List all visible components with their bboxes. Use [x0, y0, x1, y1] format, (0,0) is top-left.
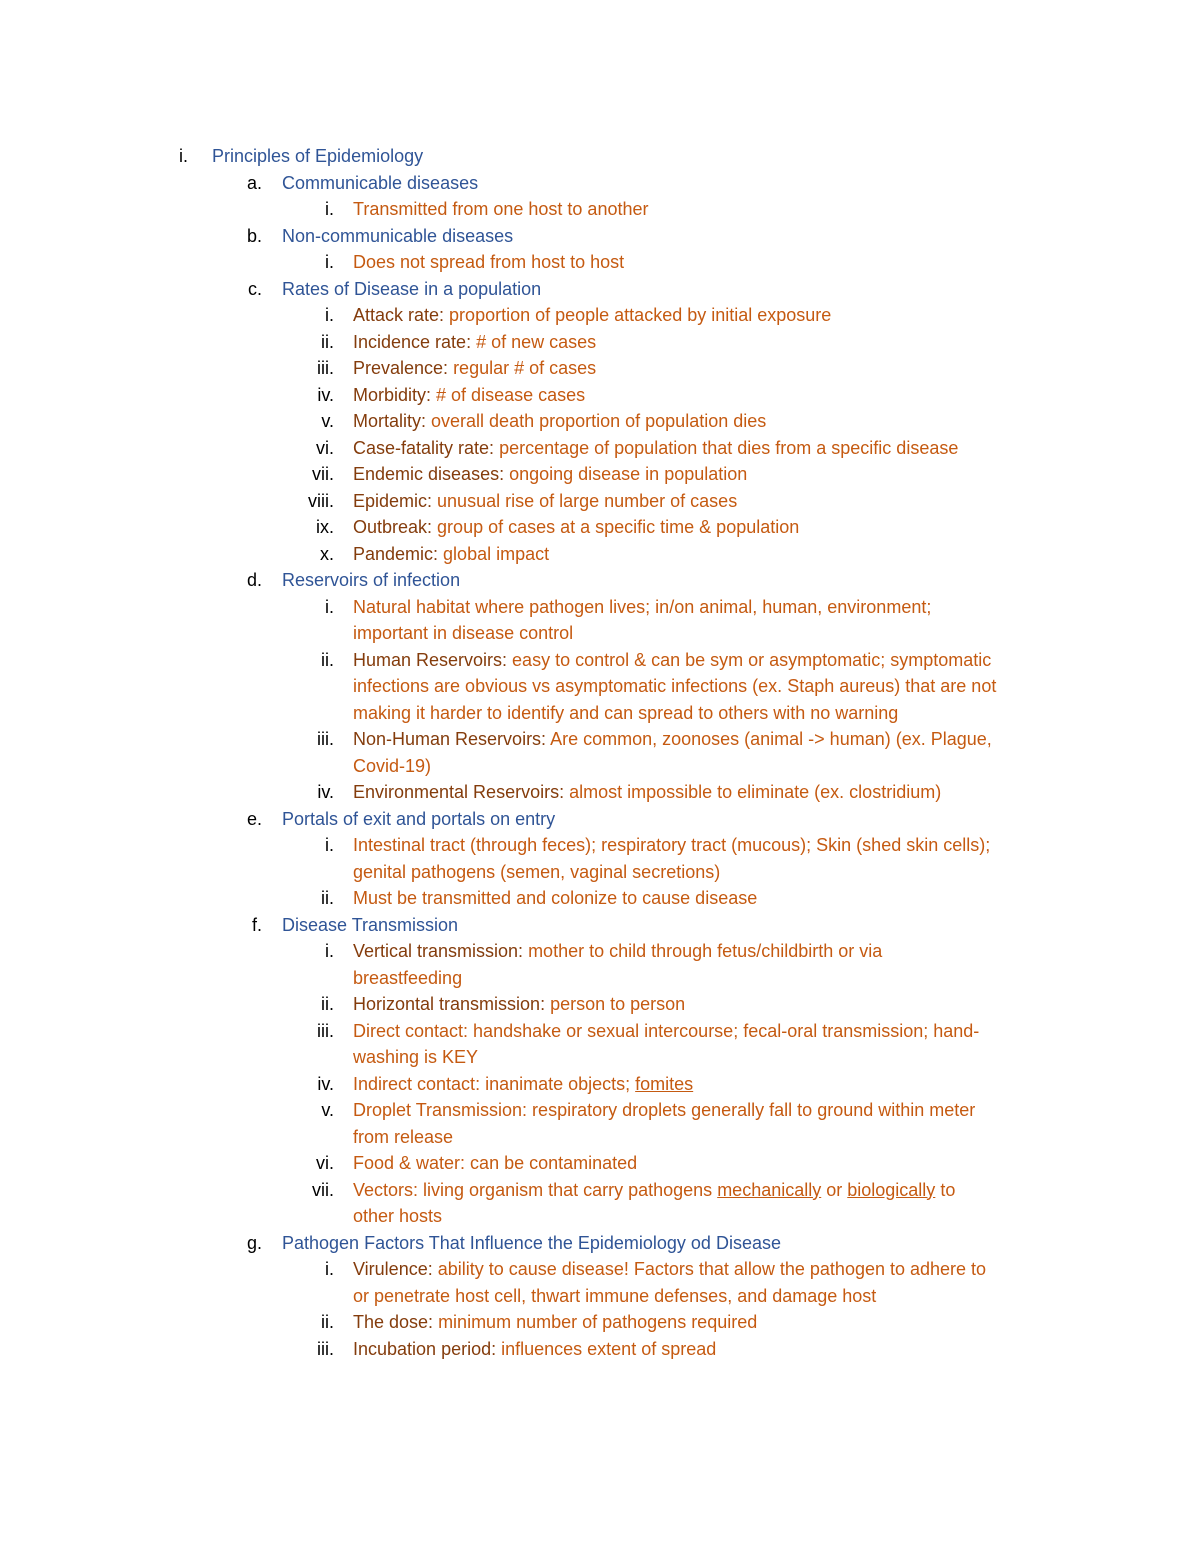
outline-line — [0, 461, 1200, 488]
outline-line — [0, 1336, 1200, 1363]
text-segment: Communicable diseases — [282, 172, 479, 193]
list-marker: i. — [179, 146, 188, 166]
outline-line — [0, 170, 1200, 197]
outline-text — [353, 1309, 757, 1336]
term-label: Endemic diseases: — [353, 464, 505, 484]
outline-line — [0, 1256, 1200, 1283]
text-segment: person to person — [545, 994, 686, 1014]
outline-line — [0, 567, 1200, 594]
list-marker: i. — [325, 199, 334, 219]
outline-line — [0, 779, 1200, 806]
outline-line — [0, 1124, 1200, 1151]
list-marker: c. — [247, 278, 262, 299]
outline-text — [353, 196, 648, 223]
outline-text — [353, 965, 462, 992]
text-segment: minimum number of pathogens required — [433, 1312, 758, 1332]
outline-text — [353, 249, 624, 276]
outline-line — [0, 938, 1200, 965]
outline-line — [0, 1097, 1200, 1124]
outline-document — [0, 143, 1200, 1362]
text-segment: percentage of population that dies from a specific disease — [494, 437, 959, 458]
text-segment: proportion of people attacked by initial exposure — [444, 305, 832, 325]
list-marker: vii. — [312, 464, 334, 484]
list-marker: vi. — [316, 437, 334, 458]
list-marker: iii. — [317, 358, 334, 378]
text-segment: almost impossible to eliminate (ex. clostridium) — [564, 782, 942, 802]
outline-text — [353, 1018, 979, 1045]
text-segment: infections are obvious vs asymptomatic infections (ex. Staph aureus) that are not — [353, 676, 997, 696]
outline-line — [0, 912, 1200, 939]
term-label: Epidemic: — [353, 490, 433, 511]
list-marker: ii. — [321, 331, 334, 352]
outline-text — [353, 1124, 453, 1151]
outline-line — [0, 1230, 1200, 1257]
outline-text — [353, 488, 737, 515]
outline-text — [353, 1203, 442, 1230]
text-segment: Are common, zoonoses (animal -> human) (ex. Plague, — [546, 729, 992, 749]
text-segment: important in disease control — [353, 623, 574, 643]
term-label: Incubation period: — [353, 1338, 497, 1359]
list-marker: iv. — [317, 1073, 334, 1094]
outline-text — [353, 382, 585, 409]
outline-text — [353, 1044, 478, 1071]
list-marker: iii. — [317, 1338, 334, 1359]
list-marker: iii. — [317, 1020, 334, 1041]
outline-text — [282, 806, 555, 833]
outline-text — [353, 1071, 693, 1098]
outline-text — [353, 408, 766, 435]
list-marker: ii. — [321, 888, 334, 908]
outline-text — [353, 859, 720, 886]
term-label: Environmental Reservoirs: — [353, 782, 565, 802]
text-segment: Reservoirs of infection — [282, 570, 461, 590]
list-marker: iv. — [317, 782, 334, 802]
outline-line — [0, 276, 1200, 303]
outline-text — [282, 567, 460, 594]
list-marker: i. — [325, 252, 334, 272]
outline-text — [353, 1336, 716, 1363]
list-marker: v. — [321, 411, 334, 431]
term-label: Human Reservoirs: — [353, 649, 508, 670]
outline-line — [0, 514, 1200, 541]
outline-line — [0, 488, 1200, 515]
outline-line — [0, 647, 1200, 674]
term-label: Prevalence: — [353, 358, 449, 378]
outline-line — [0, 700, 1200, 727]
text-segment: Covid-19) — [353, 755, 432, 776]
list-marker: ix. — [316, 517, 334, 537]
outline-line — [0, 249, 1200, 276]
outline-text — [353, 541, 549, 568]
outline-line — [0, 1203, 1200, 1230]
list-marker: ii. — [321, 1312, 334, 1332]
outline-text — [353, 726, 992, 753]
text-segment: Disease Transmission — [282, 914, 459, 935]
outline-line — [0, 1150, 1200, 1177]
text-segment: Transmitted from one host to another — [353, 199, 649, 219]
list-marker: i. — [325, 305, 334, 325]
list-marker: x. — [319, 543, 334, 564]
outline-text — [282, 223, 513, 250]
list-marker: g. — [246, 1232, 262, 1253]
outline-line — [0, 726, 1200, 753]
text-segment: or penetrate host cell, thwart immune defenses, and damage host — [353, 1285, 877, 1306]
text-segment: unusual rise of large number of cases — [432, 490, 738, 511]
text-segment: influences extent of spread — [496, 1338, 717, 1359]
outline-text — [353, 700, 898, 727]
term-label: The dose: — [353, 1312, 434, 1332]
outline-text — [353, 355, 596, 382]
outline-text — [353, 1256, 986, 1283]
outline-text — [353, 1177, 955, 1204]
term-label: Non-Human Reservoirs: — [353, 729, 547, 749]
text-segment: Must be transmitted and colonize to cause disease — [353, 888, 758, 908]
outline-text — [353, 435, 958, 462]
term-label: Attack rate: — [353, 305, 445, 325]
outline-text — [212, 143, 423, 170]
list-marker: ii. — [321, 649, 334, 670]
outline-line — [0, 143, 1200, 170]
text-segment: Indirect contact: inanimate objects; — [353, 1073, 636, 1094]
text-segment: Does not spread from host to host — [353, 252, 625, 272]
outline-text — [353, 594, 931, 621]
list-marker: f. — [251, 914, 262, 935]
outline-text — [353, 647, 991, 674]
text-segment: group of cases at a specific time & population — [432, 517, 800, 537]
outline-text — [353, 673, 996, 700]
text-segment: Natural habitat where pathogen lives; in/on animal, human, environment; — [353, 596, 932, 617]
text-segment: making it harder to identify and can spread to others with no warning — [353, 702, 899, 723]
outline-text — [282, 170, 478, 197]
outline-text — [282, 912, 458, 939]
outline-line — [0, 382, 1200, 409]
text-segment: Food & water: can be contaminated — [353, 1153, 638, 1173]
outline-line — [0, 302, 1200, 329]
underlined-term: fomites — [635, 1073, 694, 1094]
term-label: Horizontal transmission: — [353, 994, 546, 1014]
underlined-term: mechanically — [717, 1179, 822, 1200]
outline-line — [0, 355, 1200, 382]
text-segment: Droplet Transmission: respiratory droplets generally fall to ground within meter — [353, 1100, 976, 1120]
list-marker: iv. — [317, 384, 334, 405]
list-marker: a. — [246, 172, 262, 193]
text-segment: global impact — [438, 543, 550, 564]
outline-line — [0, 859, 1200, 886]
text-segment: Intestinal tract (through feces); respiratory tract (mucous); Skin (shed skin cells); — [353, 835, 991, 855]
outline-text — [353, 885, 757, 912]
outline-line — [0, 991, 1200, 1018]
outline-line — [0, 673, 1200, 700]
outline-text — [353, 1097, 975, 1124]
list-marker: vi. — [316, 1153, 334, 1173]
outline-text — [353, 302, 831, 329]
outline-line — [0, 1283, 1200, 1310]
outline-text — [353, 779, 941, 806]
term-label: Case-fatality rate: — [353, 437, 495, 458]
text-segment: Direct contact: handshake or sexual intercourse; fecal-oral transmission; hand- — [353, 1020, 980, 1041]
list-marker: b. — [246, 225, 262, 246]
text-segment: other hosts — [353, 1206, 443, 1226]
list-marker: i. — [325, 596, 334, 617]
outline-text — [353, 329, 596, 356]
list-marker: d. — [246, 570, 262, 590]
text-segment: breastfeeding — [353, 967, 463, 988]
text-segment: Rates of Disease in a population — [282, 278, 542, 299]
text-segment: mother to child through fetus/childbirth or via — [523, 941, 883, 961]
outline-text — [353, 991, 685, 1018]
text-segment: from release — [353, 1126, 454, 1147]
text-segment: to — [935, 1179, 956, 1200]
outline-line — [0, 435, 1200, 462]
text-segment: easy to control & can be sym or asymptomatic; symptomatic — [507, 649, 992, 670]
outline-text — [353, 832, 990, 859]
outline-line — [0, 1018, 1200, 1045]
list-marker: v. — [321, 1100, 334, 1120]
outline-text — [353, 1283, 876, 1310]
outline-line — [0, 832, 1200, 859]
outline-text — [282, 1230, 781, 1257]
outline-line — [0, 885, 1200, 912]
outline-text — [282, 276, 541, 303]
list-marker: i. — [325, 941, 334, 961]
list-marker: iii. — [317, 729, 334, 749]
text-segment: or — [821, 1179, 848, 1200]
outline-line — [0, 1177, 1200, 1204]
outline-text — [353, 620, 573, 647]
list-marker: i. — [325, 835, 334, 855]
outline-line — [0, 806, 1200, 833]
outline-line — [0, 329, 1200, 356]
text-segment: regular # of cases — [448, 358, 597, 378]
outline-line — [0, 594, 1200, 621]
outline-line — [0, 1044, 1200, 1071]
text-segment: # of disease cases — [431, 384, 586, 405]
outline-text — [353, 1150, 637, 1177]
term-label: Mortality: — [353, 411, 427, 431]
outline-line — [0, 223, 1200, 250]
outline-text — [353, 753, 431, 780]
outline-line — [0, 753, 1200, 780]
outline-text — [353, 938, 882, 965]
text-segment: Non-communicable diseases — [282, 225, 514, 246]
text-segment: # of new cases — [471, 331, 597, 352]
list-marker: ii. — [321, 994, 334, 1014]
text-segment: ongoing disease in population — [504, 464, 748, 484]
outline-line — [0, 408, 1200, 435]
list-marker: vii. — [312, 1179, 334, 1200]
outline-text — [353, 461, 747, 488]
outline-line — [0, 965, 1200, 992]
outline-line — [0, 541, 1200, 568]
text-segment: Pathogen Factors That Influence the Epidemiology od Disease — [282, 1232, 781, 1253]
text-segment: washing is KEY — [353, 1047, 479, 1067]
text-segment: overall death proportion of population dies — [426, 411, 767, 431]
text-segment: Portals of exit and portals on entry — [282, 808, 556, 829]
text-segment: genital pathogens (semen, vaginal secretions) — [353, 861, 721, 882]
outline-line — [0, 196, 1200, 223]
list-marker: viii. — [308, 490, 334, 511]
term-label: Vertical transmission: — [353, 941, 524, 961]
term-label: Morbidity: — [353, 384, 432, 405]
underlined-term: biologically — [847, 1179, 936, 1200]
text-segment: Principles of Epidemiology — [212, 146, 424, 166]
term-label: Virulence: — [353, 1259, 433, 1279]
term-label: Pandemic: — [353, 543, 439, 564]
outline-line — [0, 1309, 1200, 1336]
text-segment: Vectors: living organism that carry pathogens — [353, 1179, 718, 1200]
term-label: Outbreak: — [353, 517, 433, 537]
term-label: Incidence rate: — [353, 331, 472, 352]
outline-line — [0, 1071, 1200, 1098]
outline-line — [0, 620, 1200, 647]
outline-text — [353, 514, 799, 541]
list-marker: e. — [246, 808, 262, 829]
text-segment: ability to cause disease! Factors that allow the pathogen to adhere to — [432, 1259, 987, 1279]
list-marker: i. — [325, 1259, 334, 1279]
